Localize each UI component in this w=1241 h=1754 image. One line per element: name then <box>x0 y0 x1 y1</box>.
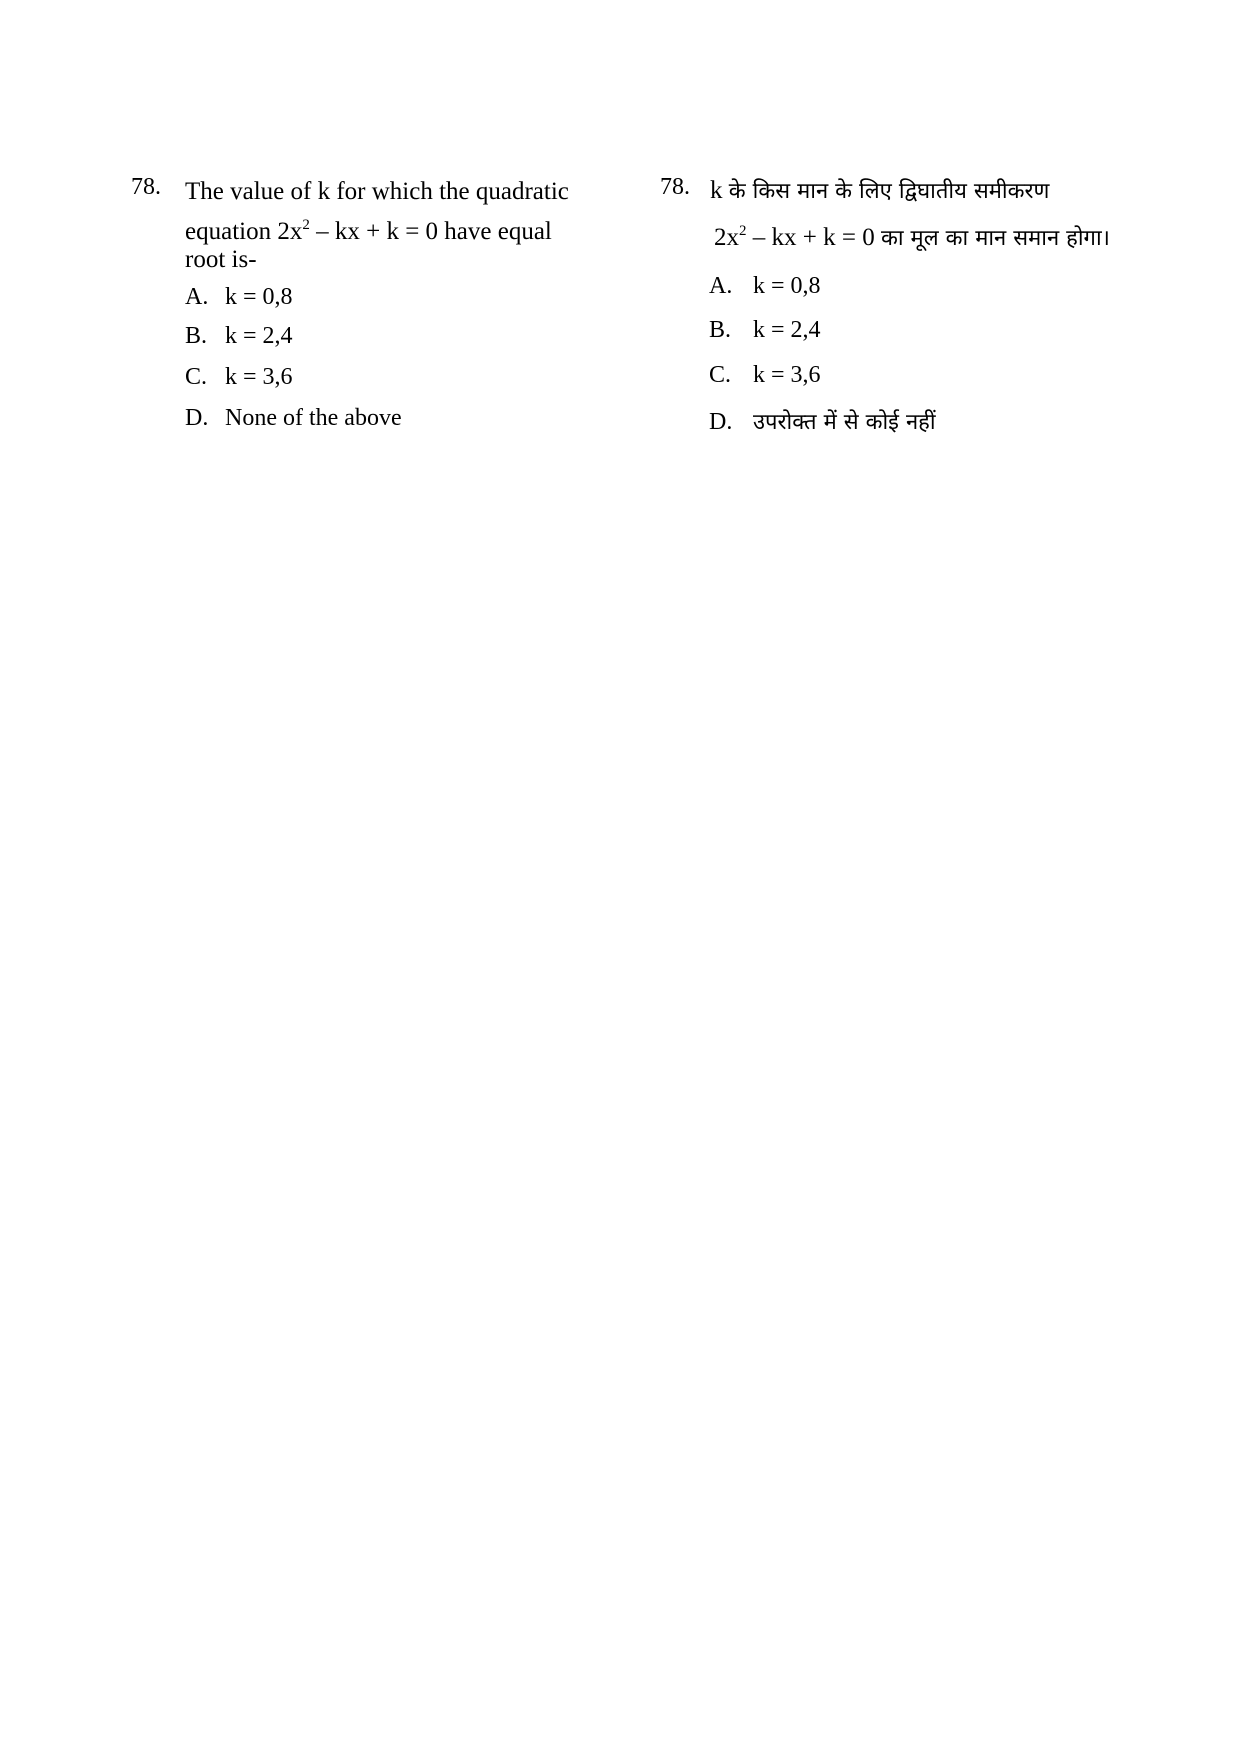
option-b[interactable] <box>709 317 821 344</box>
question-stem-line-3: root is- <box>185 246 257 273</box>
question-number: 78. <box>660 174 690 200</box>
option-b[interactable] <box>185 323 293 350</box>
option-text: k = 2,4 <box>225 323 293 349</box>
equation: $2x^2$ – kx + k = 0 <box>714 223 875 251</box>
option-d[interactable] <box>185 405 402 432</box>
option-d[interactable] <box>709 406 936 436</box>
stem-text: have equal <box>444 218 552 245</box>
option-text: k = 3,6 <box>225 364 293 390</box>
option-letter: A. <box>709 273 733 299</box>
stem-text: का मूल का मान समान होगा। <box>880 226 1110 251</box>
option-letter: B. <box>709 317 732 343</box>
option-a[interactable] <box>185 284 293 311</box>
variable-k: k <box>710 177 723 204</box>
option-text: k = 3,6 <box>753 362 821 388</box>
option-a[interactable] <box>709 273 821 300</box>
equation: $2x^2$ – kx + k = 0 <box>277 217 439 245</box>
stem-text: के किस मान के लिए द्विघातीय समीकरण <box>728 179 1050 204</box>
option-letter: D. <box>185 405 209 431</box>
option-text: k = 0,8 <box>225 284 293 310</box>
question-stem-line-1: The value of k for which the quadratic <box>185 178 569 205</box>
option-letter: B. <box>185 323 208 349</box>
option-letter: C. <box>709 362 732 388</box>
question-stem-line-2 <box>185 218 552 246</box>
option-text: k = 2,4 <box>753 317 821 343</box>
option-letter: D. <box>709 409 733 435</box>
option-text: उपरोक्त में से कोई नहीं <box>753 410 936 435</box>
option-letter: C. <box>185 364 208 390</box>
option-c[interactable] <box>709 362 821 389</box>
option-text: k = 0,8 <box>753 273 821 299</box>
option-text: None of the above <box>225 405 402 431</box>
question-stem-line-1 <box>710 177 1049 206</box>
option-c[interactable] <box>185 364 293 391</box>
stem-text: equation <box>185 218 272 245</box>
question-number: 78. <box>131 174 161 200</box>
question-stem-line-2 <box>714 224 1110 253</box>
option-letter: A. <box>185 284 209 310</box>
